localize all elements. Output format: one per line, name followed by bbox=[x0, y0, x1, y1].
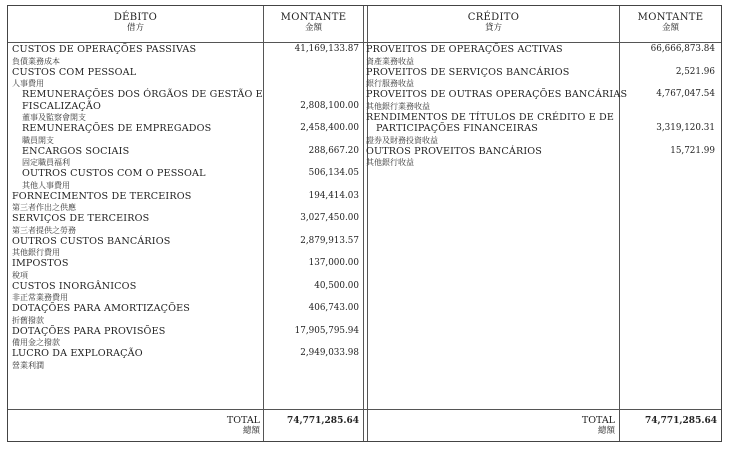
debit-amount: 2,879,913.57 bbox=[300, 235, 359, 246]
credit-row: PROVEITOS DE OPERAÇÕES ACTIVAS 資產業務收益 66,666,873.84 bbox=[366, 44, 715, 66]
debit-row: OUTROS CUSTOS COM O PESSOAL 其他人事費用 506,134.05 bbox=[22, 168, 359, 190]
credit-list bbox=[366, 44, 715, 168]
credit-header-pt: CRÉDITO bbox=[467, 12, 520, 23]
debit-row: DOTAÇÕES PARA PROVISÕES 備用金之撥款 17,905,795.94 bbox=[12, 325, 359, 347]
debit-amount: 137,000.00 bbox=[308, 258, 359, 268]
debit-header bbox=[8, 6, 263, 42]
amount-right-header-pt: MONTANTE bbox=[637, 12, 704, 23]
debit-row: SERVIÇOS DE TERCEIROS 第三者提供之勞務 3,027,450.00 bbox=[12, 213, 359, 235]
debit-row: DOTAÇÕES PARA AMORTIZAÇÕES 折舊撥款 406,743.00 bbox=[12, 303, 359, 325]
credit-amount: 66,666,873.84 bbox=[650, 44, 715, 54]
debit-row: ENCARGOS SOCIAIS 固定職員福利 288,667.20 bbox=[22, 145, 359, 167]
debit-amount: 2,949,033.98 bbox=[300, 348, 359, 358]
debit-row: IMPOSTOS 稅項 137,000.00 bbox=[12, 258, 359, 280]
amount-left-header-zh: 金額 bbox=[304, 23, 322, 33]
debit-row: REMUNERAÇÕES DOS ÓRGÃOS DE GESTÃO E FISCALIZAÇÃO 董事及監察會開支 2,808,100.00 bbox=[22, 89, 359, 122]
credit-row: PROVEITOS DE SERVIÇOS BANCÁRIOS 銀行服務收益 2,521.96 bbox=[366, 66, 715, 88]
debit-header-pt: DÉBITO bbox=[113, 12, 158, 23]
debit-amount: 40,500.00 bbox=[314, 280, 359, 291]
total-right-label: TOTAL 總額 bbox=[581, 415, 615, 436]
amount-right-header bbox=[620, 6, 721, 42]
credit-header-zh: 貸方 bbox=[484, 23, 502, 33]
credit-header bbox=[368, 6, 619, 42]
credit-amount: 3,319,120.31 bbox=[656, 123, 715, 133]
total-left-amount: 74,771,285.64 bbox=[286, 416, 359, 426]
debit-amount: 406,743.00 bbox=[308, 303, 359, 313]
debit-row: FORNECIMENTOS DE TERCEIROS 第三者作出之供應 194,414.03 bbox=[12, 190, 359, 212]
debit-row: OUTROS CUSTOS BANCÁRIOS 其他銀行費用 2,879,913.57 bbox=[12, 235, 359, 257]
debit-list bbox=[12, 44, 359, 371]
debit-amount: 2,808,100.00 bbox=[300, 100, 359, 111]
credit-row: PROVEITOS DE OUTRAS OPERAÇÕES BANCÁRIAS 其他銀行業務收益 4,767,047.54 bbox=[366, 89, 715, 111]
debit-row: CUSTOS COM PESSOAL 人事費用 bbox=[12, 66, 137, 88]
amount-left-header bbox=[264, 6, 363, 42]
credit-amount: 4,767,047.54 bbox=[656, 89, 715, 99]
debit-amount: 2,458,400.00 bbox=[300, 123, 359, 133]
credit-row: OUTROS PROVEITOS BANCÁRIOS 其他銀行收益 15,721.99 bbox=[366, 145, 715, 167]
debit-header-zh: 借方 bbox=[126, 23, 144, 33]
column-divider bbox=[363, 6, 364, 441]
credit-amount: 2,521.96 bbox=[675, 66, 715, 77]
credit-row: RENDIMENTOS DE TÍTULOS DE CRÉDITO E DE PARTICIPAÇÕES FINANCEIRAS 證券及財務投資收益 3,319,120.31 bbox=[366, 111, 715, 145]
debit-amount: 17,905,795.94 bbox=[294, 325, 359, 336]
debit-row: CUSTOS INORGÂNICOS 非正常業務費用 40,500.00 bbox=[12, 280, 359, 302]
debit-row: REMUNERAÇÕES DE EMPREGADOS 職員開支 2,458,400.00 bbox=[22, 123, 359, 145]
debit-amount: 288,667.20 bbox=[308, 145, 359, 156]
debit-amount: 3,027,450.00 bbox=[300, 213, 359, 223]
credit-amount: 15,721.99 bbox=[670, 145, 715, 156]
debit-row: LUCRO DA EXPLORAÇÃO 營業利潤 2,949,033.98 bbox=[12, 348, 359, 370]
amount-left-header-pt: MONTANTE bbox=[280, 12, 347, 23]
debit-amount: 41,169,133.87 bbox=[294, 44, 359, 54]
debit-amount: 194,414.03 bbox=[308, 190, 359, 201]
total-right-amount: 74,771,285.64 bbox=[644, 416, 717, 426]
debit-amount: 506,134.05 bbox=[308, 168, 359, 178]
profit-loss-table bbox=[7, 5, 722, 442]
amount-right-header-zh: 金額 bbox=[661, 23, 679, 33]
total-divider bbox=[8, 409, 721, 410]
total-left-label: TOTAL 總額 bbox=[226, 415, 260, 436]
header-divider bbox=[8, 42, 721, 43]
debit-row: CUSTOS DE OPERAÇÕES PASSIVAS 負債業務成本 41,169,133.87 bbox=[12, 44, 359, 66]
